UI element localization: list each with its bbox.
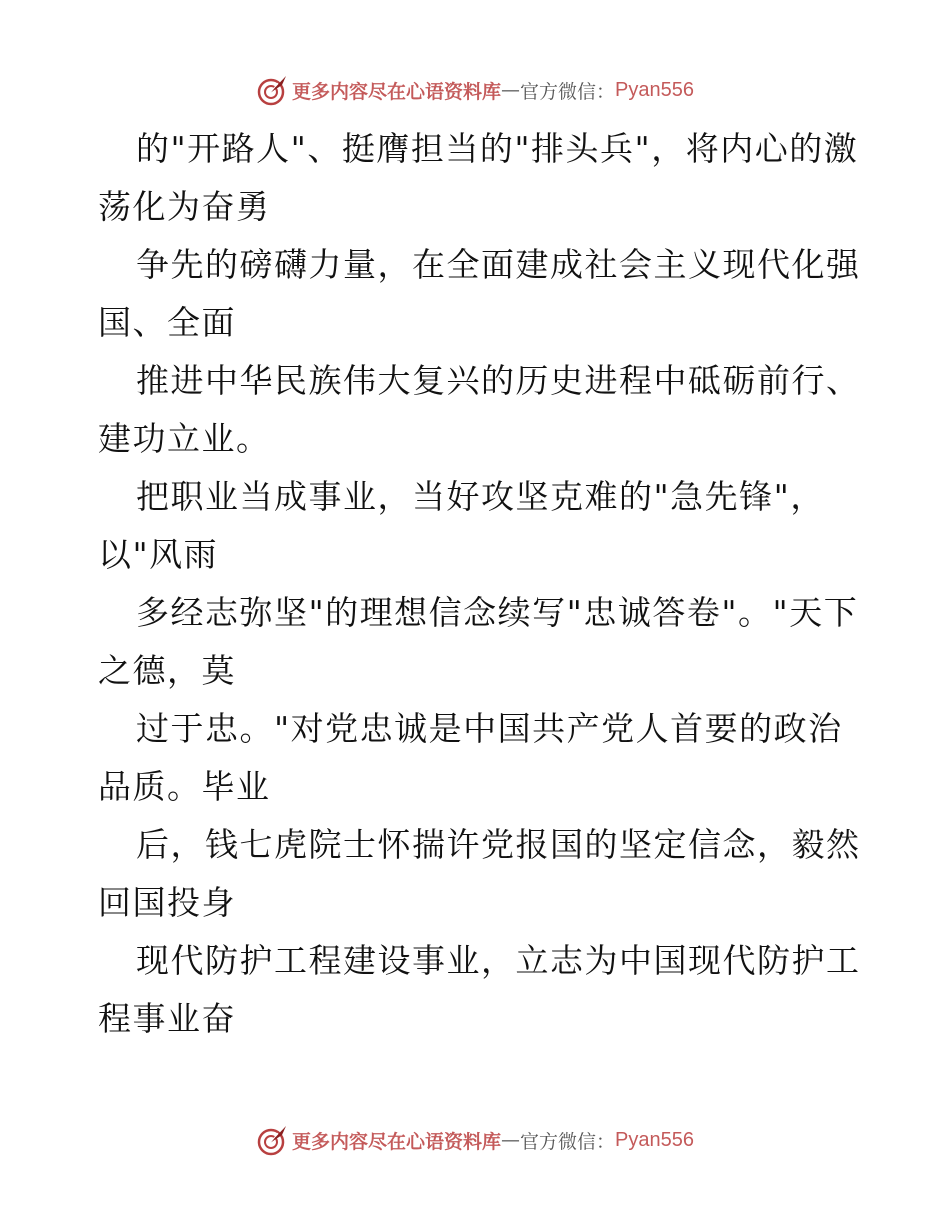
footer-banner-separator: —: [501, 1129, 521, 1151]
body-line: 以"风雨: [98, 535, 219, 574]
body-line: 建功立业。: [98, 419, 271, 458]
body-line: 现代防护工程建设事业，立志为中国现代防护工: [136, 941, 861, 980]
footer-official-label: 官方微信：: [520, 1130, 616, 1153]
body-line: 回国投身: [98, 883, 236, 922]
body-line: 后，钱七虎院士怀揣许党报国的坚定信念，毅然: [136, 825, 861, 864]
quill-logo-icon: [256, 73, 290, 107]
quill-logo-icon: [256, 1123, 290, 1157]
header-wechat-id: Pyan556: [615, 78, 694, 101]
body-line: 过于忠。"对党忠诚是中国共产党人首要的政治: [136, 709, 843, 748]
body-line: 把职业当成事业，当好攻坚克难的"急先锋"，: [136, 477, 825, 516]
body-line: 多经志弥坚"的理想信念续写"忠诚答卷"。"天下: [136, 593, 859, 632]
footer-banner: [0, 1120, 950, 1160]
body-line: 的"开路人"、挺膺担当的"排头兵"，将内心的激: [136, 129, 859, 168]
body-line: 国、全面: [98, 303, 236, 342]
document-body: [98, 120, 861, 1048]
header-official-label: 官方微信：: [520, 80, 616, 103]
body-line: 荡化为奋勇: [98, 187, 271, 226]
body-line: 争先的磅礴力量，在全面建成社会主义现代化强: [136, 245, 861, 284]
header-banner-separator: —: [501, 79, 521, 101]
header-banner-text: 更多内容尽在心语资料库: [292, 80, 502, 103]
footer-wechat-id: Pyan556: [615, 1128, 694, 1151]
footer-banner-text: 更多内容尽在心语资料库: [292, 1130, 502, 1153]
body-line: 推进中华民族伟大复兴的历史进程中砥砺前行、: [136, 361, 861, 400]
body-line: 之德，莫: [98, 651, 236, 690]
header-banner: [0, 70, 950, 110]
body-line: 品质。毕业: [98, 767, 271, 806]
body-line: 程事业奋: [98, 999, 236, 1038]
